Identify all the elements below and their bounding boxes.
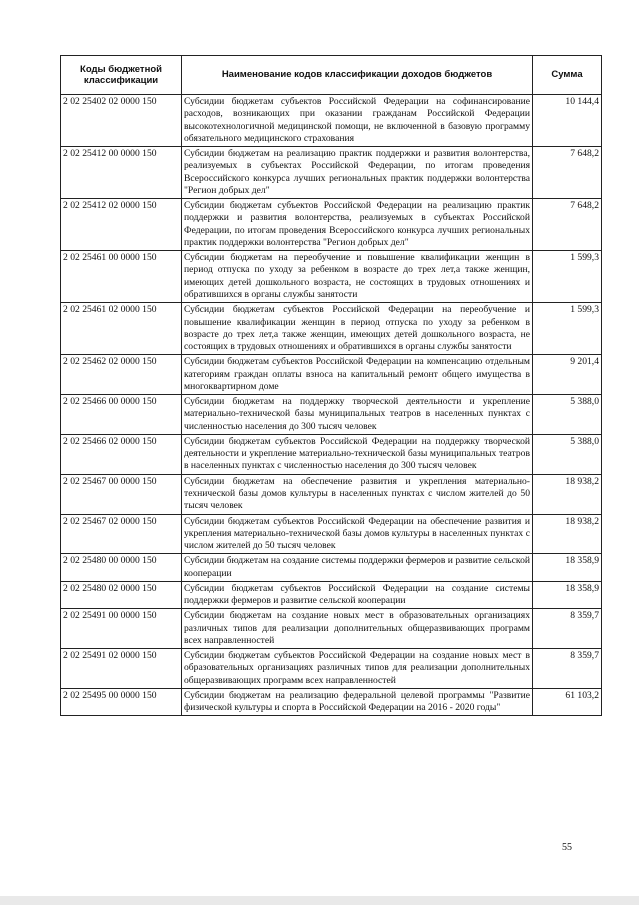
row-amount: 10 144,4: [533, 95, 602, 147]
row-amount: 9 201,4: [533, 355, 602, 395]
table-row: [61, 147, 602, 199]
table-row: [61, 649, 602, 689]
table-row: [61, 95, 602, 147]
row-code: 2 02 25480 02 0000 150: [61, 581, 182, 609]
row-code: 2 02 25480 00 0000 150: [61, 554, 182, 582]
row-name: Субсидии бюджетам на реализацию федеральной целевой программы "Развитие физической культуры и спорта в Российской Федерации на 2016 - 2020 годы": [182, 688, 533, 716]
table-row: [61, 474, 602, 514]
header-amount: Сумма: [533, 56, 602, 95]
header-name: Наименование кодов классификации доходов бюджетов: [182, 56, 533, 95]
row-name: Субсидии бюджетам на создание новых мест в образовательных организациях различных типов для реализации дополнительных общеразвивающих программ всех направленностей: [182, 609, 533, 649]
row-name: Субсидии бюджетам субъектов Российской Федерации на создание новых мест в образовательных организациях различных типов для реализации дополнительных общеразвивающих программ всех направленностей: [182, 649, 533, 689]
header-code: Коды бюджетной классификации: [61, 56, 182, 95]
row-amount: 1 599,3: [533, 251, 602, 303]
table-row: [61, 199, 602, 251]
row-amount: 18 938,2: [533, 474, 602, 514]
table-row: [61, 514, 602, 554]
row-code: 2 02 25495 00 0000 150: [61, 688, 182, 716]
scan-bottom-edge: [0, 896, 639, 905]
row-name: Субсидии бюджетам субъектов Российской Федерации на реализацию практик поддержки и развития волонтерства, реализуемых в субъектах Российской Федерации, по итогам проведения Всероссийского конкурса лучших региональных практик поддержки волонтерства "Регион добрых дел": [182, 199, 533, 251]
table-row: [61, 554, 602, 582]
row-code: 2 02 25466 02 0000 150: [61, 434, 182, 474]
row-code: 2 02 25412 02 0000 150: [61, 199, 182, 251]
row-code: 2 02 25466 00 0000 150: [61, 395, 182, 435]
table-row: [61, 688, 602, 716]
row-amount: 18 358,9: [533, 581, 602, 609]
row-code: 2 02 25467 02 0000 150: [61, 514, 182, 554]
row-code: 2 02 25467 00 0000 150: [61, 474, 182, 514]
table-header-row: [61, 56, 602, 95]
row-amount: 7 648,2: [533, 147, 602, 199]
row-amount: 5 388,0: [533, 434, 602, 474]
row-name: Субсидии бюджетам субъектов Российской Федерации на обеспечение развития и укрепления материально-технической базы домов культуры в населенных пунктах с числом жителей до 50 тысяч человек: [182, 514, 533, 554]
row-amount: 7 648,2: [533, 199, 602, 251]
row-name: Субсидии бюджетам субъектов Российской Федерации на создание системы поддержки фермеров и развитие сельской кооперации: [182, 581, 533, 609]
row-name: Субсидии бюджетам субъектов Российской Федерации на компенсацию отдельным категориям граждан оплаты взноса на капитальный ремонт общего имущества в многоквартирном доме: [182, 355, 533, 395]
table-row: [61, 581, 602, 609]
table-row: [61, 355, 602, 395]
table-row: [61, 609, 602, 649]
row-name: Субсидии бюджетам на переобучение и повышение квалификации женщин в период отпуска по уходу за ребенком в возрасте до трех лет,а также женщин, имеющих детей дошкольного возраста, не состоящих в трудовых отношениях и обратившихся в органы службы занятости: [182, 251, 533, 303]
row-amount: 1 599,3: [533, 303, 602, 355]
row-name: Субсидии бюджетам на реализацию практик поддержки и развития волонтерства, реализуемых в субъектах Российской Федерации, по итогам проведения Всероссийского конкурса лучших региональных практик поддержки волонтерства "Регион добрых дел": [182, 147, 533, 199]
budget-classification-table: [60, 55, 602, 716]
table-row: [61, 303, 602, 355]
table-body: [61, 95, 602, 716]
row-code: 2 02 25412 00 0000 150: [61, 147, 182, 199]
row-amount: 18 938,2: [533, 514, 602, 554]
row-name: Субсидии бюджетам на обеспечение развития и укрепления материально-технической базы домов культуры в населенных пунктах с числом жителей до 50 тысяч человек: [182, 474, 533, 514]
row-name: Субсидии бюджетам субъектов Российской Федерации на переобучение и повышение квалификации женщин в период отпуска по уходу за ребенком в возрасте до трех лет,а также женщин, имеющих детей дошкольного возраста, не состоящих в трудовых отношениях и обратившихся в органы службы занятости: [182, 303, 533, 355]
row-amount: 8 359,7: [533, 609, 602, 649]
row-amount: 5 388,0: [533, 395, 602, 435]
table-row: [61, 395, 602, 435]
row-amount: 18 358,9: [533, 554, 602, 582]
row-code: 2 02 25461 00 0000 150: [61, 251, 182, 303]
page-number: 55: [562, 842, 572, 853]
row-code: 2 02 25402 02 0000 150: [61, 95, 182, 147]
row-name: Субсидии бюджетам на поддержку творческой деятельности и укрепление материально-технической базы муниципальных театров в населенных пунктах с численностью населения до 300 тысяч человек: [182, 395, 533, 435]
row-code: 2 02 25462 02 0000 150: [61, 355, 182, 395]
row-name: Субсидии бюджетам субъектов Российской Федерации на софинансирование расходов, возникающих при оказании гражданам Российской Федерации высокотехнологичной медицинской помощи, не включенной в базовую программу обязательного медицинского страхования: [182, 95, 533, 147]
row-name: Субсидии бюджетам на создание системы поддержки фермеров и развитие сельской кооперации: [182, 554, 533, 582]
table-row: [61, 251, 602, 303]
row-amount: 61 103,2: [533, 688, 602, 716]
row-amount: 8 359,7: [533, 649, 602, 689]
row-code: 2 02 25491 02 0000 150: [61, 649, 182, 689]
row-code: 2 02 25491 00 0000 150: [61, 609, 182, 649]
row-name: Субсидии бюджетам субъектов Российской Федерации на поддержку творческой деятельности и укрепление материально-технической базы муниципальных театров в населенных пунктах с численностью населения до 300 тысяч человек: [182, 434, 533, 474]
row-code: 2 02 25461 02 0000 150: [61, 303, 182, 355]
table-row: [61, 434, 602, 474]
